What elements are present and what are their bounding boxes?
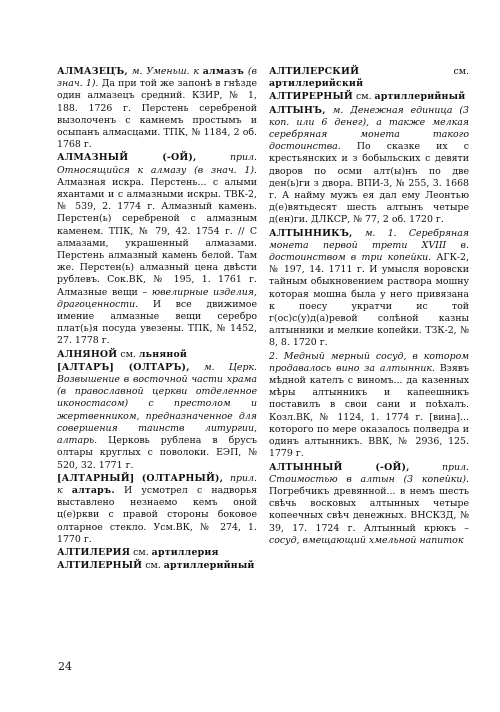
grammar-note: прил.	[229, 152, 258, 164]
citation-text: Да при той же запонѣ в гнѣзде один алмазецъ средний. КЗИР, № 1, 188. 1726 г. Перстень серебреной вызолоченъ с камнемъ простымъ и осыпанъ алмасцами. ТПК, № 1184, 2 об. 1768 г.	[57, 78, 257, 151]
citation-text: АГК-2, № 197, 14. 1711 г. И умысля воровски тайным обыкновением раствора мошну которая мошна была у него привязана к поесу укратчи ис той г(ос)с(у)д(а)ревой солѣной казны алтынники и мелкие копейки. ТЗК-2, № 8, 8. 1720 г.	[269, 252, 470, 349]
entry-almazets	[57, 66, 257, 151]
definition-sub: ювелирные изделия, драгоценности.	[57, 286, 257, 310]
grammar-note: м.	[203, 361, 215, 373]
definition: 2. Медный мерный сосуд, в котором продавалось вино за алтынник.	[269, 350, 469, 374]
headword: АЛТЫНЪ,	[269, 104, 326, 116]
see-label: см.	[120, 348, 136, 360]
definition: (в знач. 1).	[57, 66, 257, 90]
entry-alnyanoi	[57, 349, 257, 361]
grammar-note: м.	[364, 227, 376, 239]
definition: 1. Серебряная монета первой трети XVIII в. достоинством в три копейки.	[269, 227, 469, 264]
entry-altynnik	[269, 228, 469, 350]
grammar-note: м.	[332, 104, 344, 116]
citation-text: Церковь рублена в брусъ олтары круглых с поволоки. ЕЭП, № 520, 32. 1771 г.	[57, 435, 257, 471]
definition-sub: сосуд, вмещающий хмельной напиток	[269, 534, 464, 546]
headword: АЛТИЛЕРНЫЙ	[57, 560, 143, 572]
entry-altileriya	[57, 547, 257, 559]
entry-altynnyi	[269, 462, 469, 547]
headword: АЛМАЗЕЦЪ,	[57, 66, 128, 77]
entry-altynnik-sense-2	[269, 351, 469, 461]
citation-text: И усмотрел с надворья выставлено незнаемо кемъ оной ц(е)ркви с правой стороны боковое олтарное стекло. Усм.ВК, № 274, 1. 1770 г.	[57, 484, 257, 545]
grammar-note: м.	[131, 66, 143, 77]
cross-ref: льняной	[138, 348, 188, 360]
headword: АЛМАЗНЫЙ (-ОЙ),	[57, 152, 197, 164]
definition: Относящийся к алмазу (в знач. 1).	[57, 164, 257, 176]
page-number: 24	[58, 660, 72, 673]
cross-ref-headword: алмазъ	[202, 66, 245, 77]
headword: АЛТИЛЕРСКИЙ	[269, 66, 360, 77]
see-label: см.	[355, 91, 372, 103]
entry-altilerskii	[269, 66, 469, 90]
entry-almaznyi	[57, 152, 257, 347]
cross-ref: алтаръ.	[71, 484, 115, 496]
headword: АЛТИЛЕРИЯ	[57, 546, 131, 558]
citation-text: Алмазная искра. Перстень... с алыми яхантами и с алмазными искры. ТВК-2, № 539, 2. 1774 г. Алмазный камень. Перстен(ь) серебреной с алмазным каменем. ТПК, № 79, 42. 1754 г. // С алмазами, украшенный алмазами. Перстень алмазный камень белой. Там же. Перстен(ь) алмазный цена двѣсти рублевъ. Сок.ВК, № 195, 1. 1761 г. Алмазные вещи –	[57, 176, 257, 298]
see-label: см.	[133, 546, 149, 558]
headword: АЛТЫННИКЪ,	[269, 227, 353, 239]
headword: АЛНЯНОЙ	[57, 348, 118, 360]
grammar-note: прил. к	[57, 472, 258, 496]
citation-text: По сказке их с крестьянских и з бобыльских с девяти дворов по осми алт(ы)нъ по две ден(ь)ги з двора. ВПИ-3, № 255, 3. 1668 г. А найму мужъ ея дал ему Леонтью д(е)вятьдесят шесть алтынъ четыре д(ен)ги. ДЛКСР, № 77, 2 об. 1720 г.	[269, 141, 469, 226]
entry-altilernyi	[57, 560, 257, 572]
cross-ref: артиллерийский	[269, 78, 364, 90]
grammar-note: прил.	[441, 461, 469, 473]
definition: Стоимостью в алтын (3 копейки).	[269, 473, 469, 485]
see-label: см.	[453, 66, 469, 77]
definition-intro: Уменьш. к	[146, 66, 199, 77]
entry-altarnyi	[57, 473, 257, 546]
dictionary-page	[57, 66, 469, 666]
headword: [АЛТАРНЫЙ] (ОЛТАРНЫЙ),	[57, 472, 224, 484]
left-column	[57, 66, 257, 573]
cross-ref: артиллерия	[151, 546, 219, 558]
entry-altirernyi	[269, 91, 469, 103]
cross-ref: артиллерийный	[374, 91, 466, 103]
definition: Денежная единица (3 коп. или 6 денег), а также мелкая серебряная монета такого достоинства.	[269, 104, 469, 153]
entry-altar	[57, 362, 257, 472]
headword: АЛТИРЕРНЫЙ	[269, 91, 353, 103]
right-column	[269, 66, 469, 548]
citation-text: Взявъ мѣдной кателъ с виномъ... да казенных мѣры алтынникъ и капеешникъ поставилъ в свои сани и поѣхалъ. Козл.ВК, № 1124, 1. 1774 г. [вина]... которого по мере оказалось полведра и одинъ алтынникъ. ВВК, № 2936, 125. 1779 г.	[269, 362, 469, 460]
entry-altyn	[269, 105, 469, 227]
cross-ref: артиллерийный	[163, 560, 255, 572]
citation-text: Погребчикъ древянной... в немъ шесть свѣчь восковых алтынных четыре копеечных свѣч денежных. ВНСКЗД, № 39, 17. 1724 г. Алтынный крюкъ –	[269, 485, 469, 534]
headword: АЛТЫННЫЙ (-ОЙ),	[269, 461, 410, 473]
citation-text-2: И все движимое имение алмазные вещи серебро плат(ь)я посуда увезены. ТПК, № 1452, 27. 1778 г.	[57, 298, 257, 347]
headword: [АЛТАРЪ] (ОЛТАРЪ),	[57, 361, 190, 373]
see-label: см.	[145, 560, 161, 572]
definition: Церк. Возвышение в восточной части храма (в православной церкви отделенное иконостасом) с престолом и жертвенником, предназначенное для совершения таинств литургии, алтарь.	[57, 361, 258, 447]
